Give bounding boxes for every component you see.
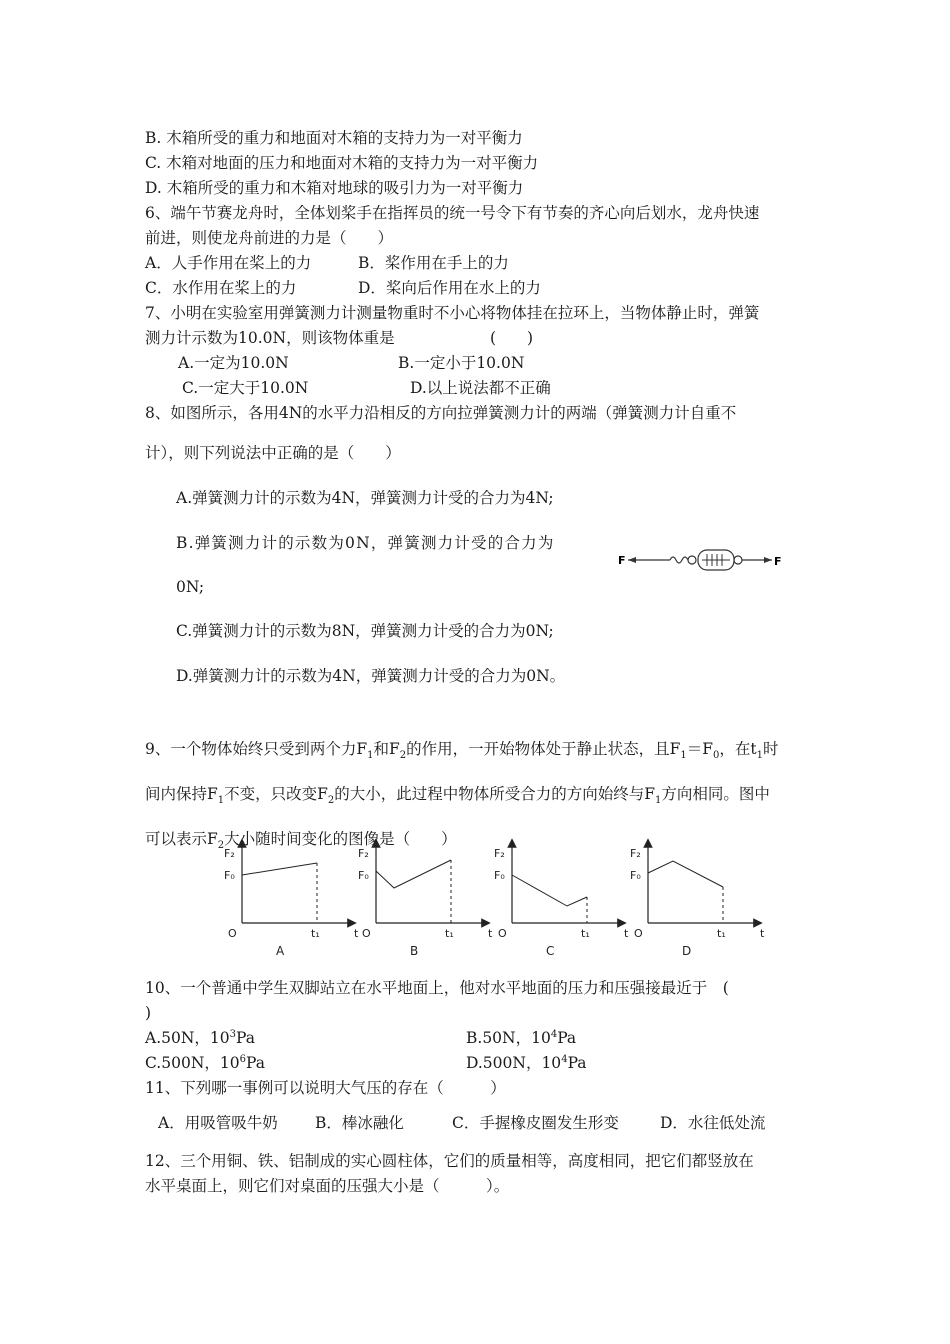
q11-option-b: B．棒冰融化 bbox=[315, 1114, 404, 1132]
graph-option-label: D bbox=[682, 944, 692, 958]
q8-option-a: A.弹簧测力计的示数为4N，弹簧测力计受的合力为4N; bbox=[176, 489, 554, 507]
q7-stem-line1: 7、小明在实验室用弹簧测力计测量物重时不小心将物体挂在拉环上，当物体静止时，弹簧 bbox=[145, 304, 760, 322]
t1-tick-label: t₁ bbox=[311, 927, 320, 940]
origin-label: O bbox=[362, 927, 371, 940]
q9-graph-d bbox=[630, 843, 765, 958]
q6-option-a: A．人手作用在桨上的力 bbox=[145, 254, 312, 272]
t1-tick-label: t₁ bbox=[581, 927, 590, 940]
q5-option-c: C. 木箱对地面的压力和地面对木箱的支持力为一对平衡力 bbox=[145, 154, 539, 172]
q10-stem: 10、一个普通中学生双脚站立在水平地面上，他对水平地面的压力和压强接最近于 ( bbox=[145, 979, 729, 997]
q6-option-c: C．水作用在桨上的力 bbox=[145, 279, 297, 297]
q8-stem-line1: 8、如图所示，各用4N的水平力沿相反的方向拉弹簧测力计的两端（弹簧测力计自重不 bbox=[145, 404, 737, 422]
q6-stem-line1: 6、端午节赛龙舟时，全体划桨手在指挥员的统一号令下有节奏的齐心向后划水，龙舟快速 bbox=[145, 204, 760, 222]
q7-option-c: C.一定大于10.0N bbox=[182, 379, 309, 397]
q9-graph-a bbox=[224, 843, 359, 958]
q11-option-a: A．用吸管吸牛奶 bbox=[158, 1114, 278, 1132]
q8-option-b-line1: B.弹簧测力计的示数为0N，弹簧测力计受的合力为 bbox=[176, 534, 555, 552]
q7-option-a: A.一定为10.0N bbox=[178, 354, 289, 372]
q10-option-c: C.500N，$10^6Pa$ bbox=[145, 1053, 265, 1072]
q8-stem-line2: 计），则下列说法中正确的是（ ） bbox=[145, 444, 401, 462]
t1-tick-label: t₁ bbox=[445, 927, 454, 940]
graph-option-label: C bbox=[546, 944, 555, 958]
q6-option-d: D．桨向后作用在水上的力 bbox=[358, 279, 541, 297]
q8-option-d: D.弹簧测力计的示数为4N，弹簧测力计受的合力为0N。 bbox=[176, 667, 566, 685]
fig-force-right-label: F bbox=[774, 555, 782, 568]
f0-tick-label: F₀ bbox=[630, 869, 641, 882]
q6-stem-line2: 前进，则使龙舟前进的力是（ ） bbox=[145, 229, 394, 247]
q10-close-paren: ) bbox=[145, 1004, 152, 1022]
graph-option-label: A bbox=[276, 944, 285, 958]
q10-option-a: A.50N，$10^3Pa$ bbox=[145, 1028, 255, 1047]
y-axis-label: F₂ bbox=[630, 847, 641, 860]
q9-stem-line3: 可以表示$F_2$大小随时间变化的图像是（ ） bbox=[145, 830, 457, 852]
q7-paren: ( ) bbox=[490, 329, 534, 347]
f2-curve bbox=[648, 861, 723, 887]
q7-option-d: D.以上说法都不正确 bbox=[410, 379, 551, 397]
q9-graph-b bbox=[358, 843, 493, 958]
fig-force-left-label: F bbox=[618, 554, 626, 567]
q11-option-d: D．水往低处流 bbox=[660, 1114, 766, 1132]
q9-graph-set bbox=[220, 835, 770, 965]
f2-curve bbox=[376, 860, 451, 888]
q12-stem-line2: 水平桌面上，则它们对桌面的压强大小是（ ）。 bbox=[145, 1177, 510, 1195]
y-axis-label: F₂ bbox=[224, 847, 235, 860]
f2-curve bbox=[242, 863, 317, 875]
q8-option-b-line2: 0N; bbox=[176, 578, 205, 596]
q5-option-d: D. 木箱所受的重力和木箱对地球的吸引力为一对平衡力 bbox=[145, 179, 524, 197]
x-axis-label: t bbox=[488, 927, 493, 940]
y-axis-label: F₂ bbox=[494, 847, 505, 860]
f0-tick-label: F₀ bbox=[494, 869, 505, 882]
q6-option-b: B．桨作用在手上的力 bbox=[358, 254, 509, 272]
q11-stem: 11、下列哪一事例可以说明大气压的存在（ ） bbox=[145, 1079, 506, 1097]
q11-option-c: C．手握橡皮圈发生形变 bbox=[452, 1114, 619, 1132]
q12-stem-line1: 12、三个用铜、铁、铝制成的实心圆柱体，它们的质量相等，高度相同，把它们都竖放在 bbox=[145, 1152, 754, 1170]
origin-label: O bbox=[228, 927, 237, 940]
origin-label: O bbox=[498, 927, 507, 940]
q10-option-b: B.50N，$10^4Pa$ bbox=[466, 1028, 577, 1047]
q10-option-d: D.500N，$10^4Pa$ bbox=[466, 1053, 587, 1072]
origin-label: O bbox=[634, 927, 643, 940]
q5-option-b: B. 木箱所受的重力和地面对木箱的支持力为一对平衡力 bbox=[145, 129, 523, 147]
q8-option-c: C.弹簧测力计的示数为8N，弹簧测力计受的合力为0N; bbox=[176, 622, 554, 640]
y-axis-label: F₂ bbox=[358, 847, 369, 860]
q9-graph-c bbox=[494, 843, 629, 958]
q7-stem-line2: 测力计示数为10.0N，则该物体重是 bbox=[145, 329, 395, 347]
f2-curve bbox=[512, 875, 587, 906]
q9-stem-line2: 间内保持$F_1$不变，只改变$F_2$的大小，此过程中物体所受合力的方向始终与$F_1$方向相同。图中 bbox=[145, 785, 770, 807]
x-axis-label: t bbox=[354, 927, 359, 940]
x-axis-label: t bbox=[624, 927, 629, 940]
x-axis-label: t bbox=[760, 927, 765, 940]
graph-option-label: B bbox=[410, 944, 419, 958]
q9-stem-line1: 9、一个物体始终只受到两个力$F_1$和$F_2$的作用，一开始物体处于静止状态，且$F_1=F_0$，在$t_1$时 bbox=[145, 740, 779, 762]
f0-tick-label: F₀ bbox=[358, 869, 369, 882]
spring-scale-figure bbox=[612, 528, 784, 592]
t1-tick-label: t₁ bbox=[717, 927, 726, 940]
q7-option-b: B.一定小于10.0N bbox=[398, 354, 525, 372]
f0-tick-label: F₀ bbox=[224, 869, 235, 882]
